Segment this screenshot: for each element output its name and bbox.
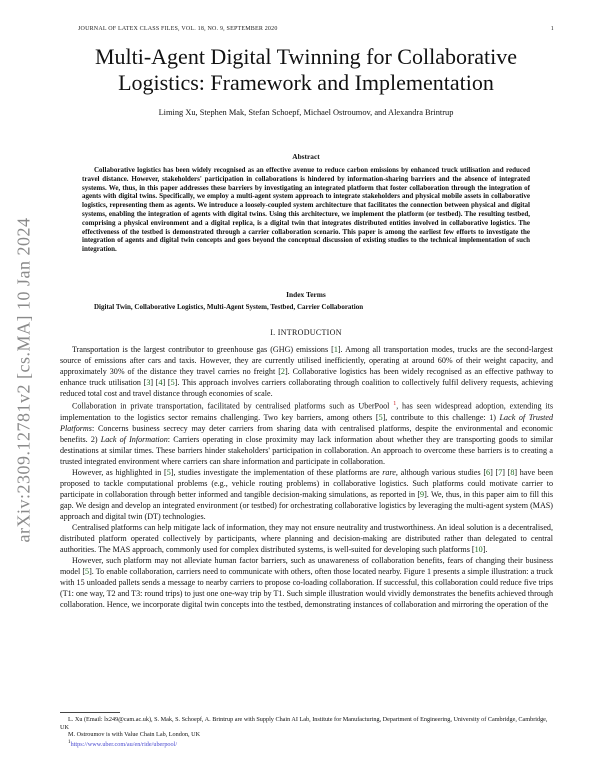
index-terms-heading: Index Terms — [286, 290, 326, 299]
citation-link[interactable]: 4 — [158, 378, 163, 387]
citation-link[interactable]: 3 — [146, 378, 151, 387]
affiliation-note-1: L. Xu (Email: lx249@cam.ac.uk), S. Mak, S. Schoepf, A. Brintrup are with Supply Chain AI Lab, Institute for Manufacturing, Department of Engineering, University of Cambridge, Cambridge, UK — [60, 716, 548, 731]
paragraph-5: However, such platform may not alleviate human factor barriers, such as unawareness of collaboration benefits, fears of changing their business model [5]. To enable collaboration, carriers need to communicate with others, often those located nearby. Figure 1 presents a simple illustration: a truck with 15 unloaded pallets sends a message to nearby carriers to propose co-loading collaboration. If successful, this collaboration could reduce five trips (T1: one way, T2 and T3: round trips) to just one one-way trip by T1. Such simple illustration would vividly demonstrates the benefits achieved through collaboration. Hence, we incorporate digital twin concepts into the testbed, demonstrating instances of collaboration and mirroring the operation of the — [60, 555, 553, 609]
title-line-1: Multi-Agent Digital Twinning for Collaborative — [94, 44, 518, 69]
running-header — [78, 26, 554, 32]
citation-link[interactable]: 7 — [498, 467, 503, 477]
paragraph-2: Collaboration in private transportation, facilitated by centralised platforms such as UberPool $^1$, has seen widespread adoption, extending its implementation to the logistics sector remains challenging. Two key barriers, among others [5], contribute to this challenge: 1) Lack of Trusted Platforms: Concerns business secrecy may deter carriers from sharing data with centralised platforms, despite the environmental and economic benefits. 2) Lack of Information: Carriers operating in close proximity may lack information about whether they are transporting goods to similar destinations at similar times. These barriers hinder stakeholders' participation in collaboration. An approach to overcome these barriers is to creating a trusted integrated environment where carriers can share information and participate in collaboration. — [60, 401, 553, 466]
affiliation-note-2: M. Ostroumov is with Value Chain Lab, London, UK — [68, 731, 201, 739]
citation-link[interactable]: 5 — [170, 378, 175, 387]
footnotes — [60, 716, 553, 748]
citation-link[interactable]: 10 — [474, 544, 483, 554]
citation-link[interactable]: 8 — [510, 467, 515, 477]
title-line-2: Logistics: Framework and Implementation — [118, 70, 494, 95]
introduction-body — [60, 344, 553, 610]
paragraph-4: Centralised platforms can help mitigate lack of information, they may not ensure neutrality and trustworthiness. An ideal solution is a decentralised, distributed platform operated collectively by participants, where planning and decision-making are distributed rather than delegated to central authorities. The MAS approach, commonly used for complex distributed systems, is well-suited for developing such platforms [10]. — [60, 522, 553, 554]
abstract-text: Collaborative logistics has been widely recognised as an effective avenue to reduce carbon emissions by enhanced truck utilisation and reduced travel distance. However, stakeholders' participation in collaborations is hindered by information-sharing barriers and the absence of integrated systems. We, thus, in this paper addresses these barriers by investigating an integrated platform that foster collaboration through the integration of agents with digital twins. Specifically, we employ a multi-agent system approach to integrate stakeholders and physical mobile assets in collaborative logistics, representing them as agents. We introduce a loosely-coupled system architecture that facilitates the connection between physical and digital systems, enabling the integration of agents with digital twins. Using this architecture, we implement the platform (or testbed). The resulting testbed, comprising a physical environment and a digital replica, is a digital twin that integrates distributed entities involved in collaborative logistics. The effectiveness of the testbed is demonstrated through a carrier collaboration scenario. This paper is among the earliest few efforts to investigate the integration of agents and digital twin concepts and goes beyond the conceptual discussion of existing studies to the technical implementation of such integration. — [82, 166, 530, 254]
author-list: Liming Xu, Stephen Mak, Stefan Schoepf, Michael Ostroumov, and Alexandra Brintrup — [158, 108, 454, 117]
citation-link[interactable]: 5 — [378, 412, 383, 422]
page-number: 1 — [550, 26, 554, 32]
arxiv-sidebar — [14, 200, 34, 560]
citation-link[interactable]: 5 — [166, 467, 171, 477]
paragraph-3: However, as highlighted in [5], studies investigate the implementation of these platforms are rare, although various studies [6] [7] [8] have been proposed to tackle computational problems (e.g., vehicle routing problems) in collaborative logistics. Such platforms could motivate carrier to participate in collaboration through better informed and tangible decision-making simulations, as reported in [9]. We, thus, in this paper aim to fill this gap. We design and develop an integrated environment (or testbed) for orchestrating collaborative logistics by leveraging the multi-agent system (MAS) approach and digital twin (DT) technologies. — [60, 467, 554, 521]
paper-title — [60, 44, 552, 96]
citation-link[interactable]: 1 — [333, 345, 338, 354]
abstract-heading: Abstract — [292, 152, 320, 161]
arxiv-identifier: arXiv:2309.12781v2 [cs.MA] 10 Jan 2024 — [13, 217, 34, 543]
footnote-url-link[interactable]: https://www.uber.com/au/en/ride/uberpool/ — [70, 740, 178, 748]
footnote-1: $^1$https://www.uber.com/au/en/ride/uberpool/ — [68, 738, 178, 748]
section-heading: I. INTRODUCTION — [270, 328, 342, 337]
paragraph-1: Transportation is the largest contributor to greenhouse gas (GHG) emissions [1]. Among all transportation modes, trucks are the second-largest source of emissions after cars and taxis. However, they are currently utilised inefficiently, operating at around 60% of their weight capacity, and approximately 30% of the distance they travel carries no freight [2]. Collaborative logistics has been widely recognised as an effective pathway to enhance truck utilisation [3] [4] [5]. This approach involves carriers collaborating through coalition to collectively fulfil delivery requests, achieving reduced total cost and travel distance through economies of scale. — [60, 345, 553, 398]
footnote-rule — [60, 712, 120, 713]
citation-link[interactable]: 5 — [85, 566, 90, 576]
citation-link[interactable]: 9 — [420, 489, 425, 499]
journal-header: JOURNAL OF LATEX CLASS FILES, VOL. 18, NO. 9, SEPTEMBER 2020 — [78, 26, 278, 32]
citation-link[interactable]: 2 — [280, 367, 285, 376]
footnote-link[interactable]: 1 — [393, 401, 397, 407]
index-terms: Digital Twin, Collaborative Logistics, Multi-Agent System, Testbed, Carrier Collaboration — [94, 303, 364, 311]
citation-link[interactable]: 6 — [486, 467, 491, 477]
